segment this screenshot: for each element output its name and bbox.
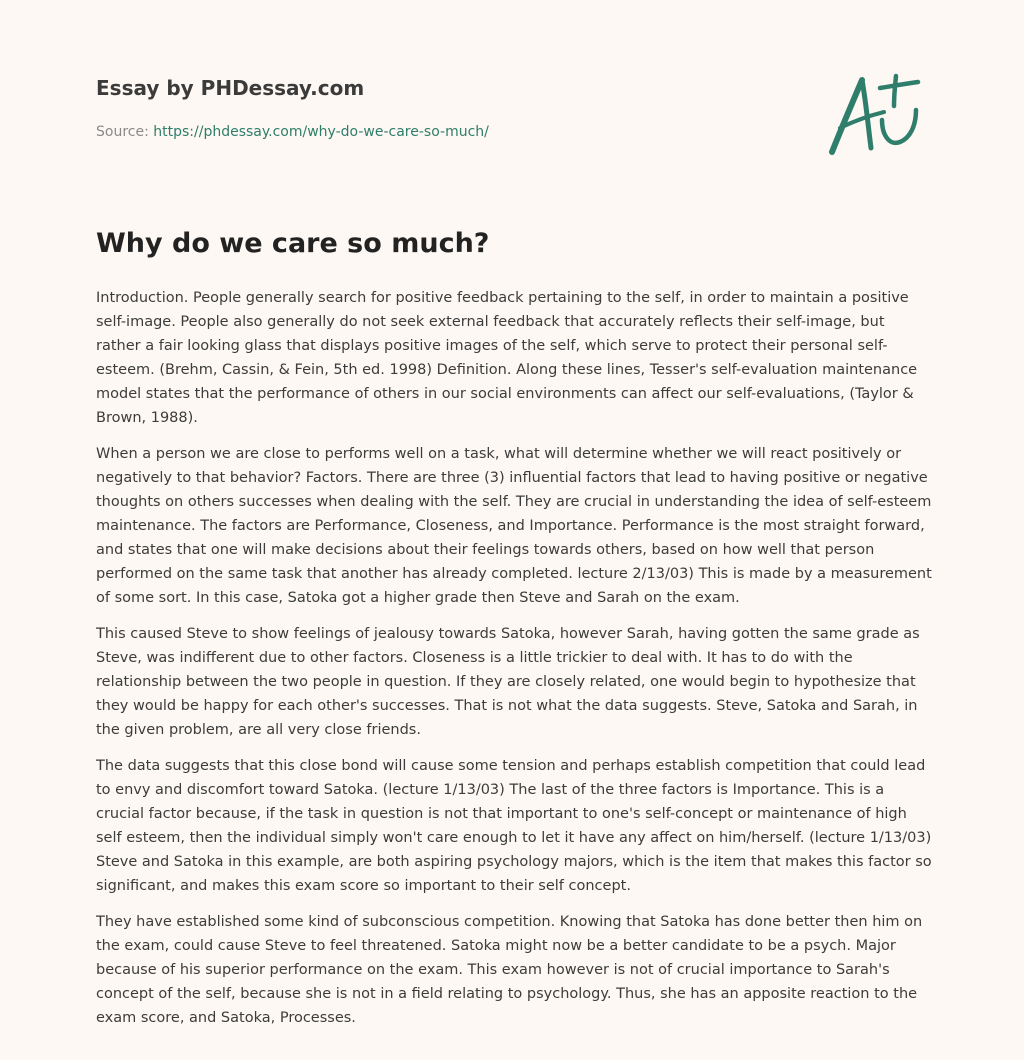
essay-paragraph: When a person we are close to performs well on a task, what will determine whether we will react positively or negatively to that behavior? Factors. There are three (3) influential factors that lead to having positive or negative thoughts on others successes when dealing with the self. They are crucial in understanding the idea of self-esteem maintenance. The factors are Performance, Closeness, and Importance. Performance is the most straight forward, and states that one will make decisions about their feelings towards others, based on how well that person performed on the same task that another has already completed. lecture 2/13/03) This is made by a measurement of some sort. In this case, Satoka got a higher grade then Steve and Sarah on the exam. bbox=[96, 446, 932, 606]
a-plus-logo-icon bbox=[824, 70, 924, 160]
essay-paragraph: Introduction. People generally search for positive feedback pertaining to the self, in order to maintain a positive self-image. People also generally do not seek external feedback that accurately reflects their self-image, but rather a fair looking glass that displays positive images of the self, which serve to protect their personal self-esteem. (Brehm, Cassin, & Fein, 5th ed. 1998) Definition. Along these lines, Tesser's self-evaluation maintenance model states that the performance of others in our social environments can affect our self-evaluations, (Taylor & Brown, 1988). bbox=[96, 290, 918, 426]
essay-title: Why do we care so much? bbox=[96, 228, 490, 259]
essay-body bbox=[96, 286, 932, 1042]
essay-paragraph: This caused Steve to show feelings of jealousy towards Satoka, however Sarah, having gotten the same grade as Steve, was indifferent due to other factors. Closeness is a little trickier to deal with. It has to do with the relationship between the two people in question. If they are closely related, one would begin to hypothesize that they would be happy for each other's successes. That is not what the data suggests. Steve, Satoka and Sarah, in the given problem, are all very close friends. bbox=[96, 626, 920, 738]
page-header bbox=[96, 76, 932, 166]
source-label: Source: bbox=[96, 124, 154, 140]
essay-paragraph: They have established some kind of subconscious competition. Knowing that Satoka has done better then him on the exam, could cause Steve to feel threatened. Satoka might now be a better candidate to be a psych. Major because of his superior performance on the exam. This exam however is not of crucial importance to Sarah's concept of the self, because she is not in a field relating to psychology. Thus, she has an apposite reaction to the exam score, and Satoka, Processes. bbox=[96, 914, 923, 1026]
site-title: Essay by PHDessay.com bbox=[96, 76, 365, 100]
essay-paragraph: The data suggests that this close bond will cause some tension and perhaps establish competition that could lead to envy and discomfort toward Satoka. (lecture 1/13/03) The last of the three factors is Importance. This is a crucial factor because, if the task in question is not that important to one's self-concept or maintenance of high self esteem, then the individual simply won't care enough to let it have any affect on him/herself. (lecture 1/13/03) Steve and Satoka in this example, are both aspiring psychology majors, which is the item that makes this factor so significant, and makes this exam score so important to their self concept. bbox=[96, 758, 932, 894]
source-line bbox=[96, 124, 489, 140]
source-link[interactable]: https://phdessay.com/why-do-we-care-so-much/ bbox=[153, 124, 489, 140]
